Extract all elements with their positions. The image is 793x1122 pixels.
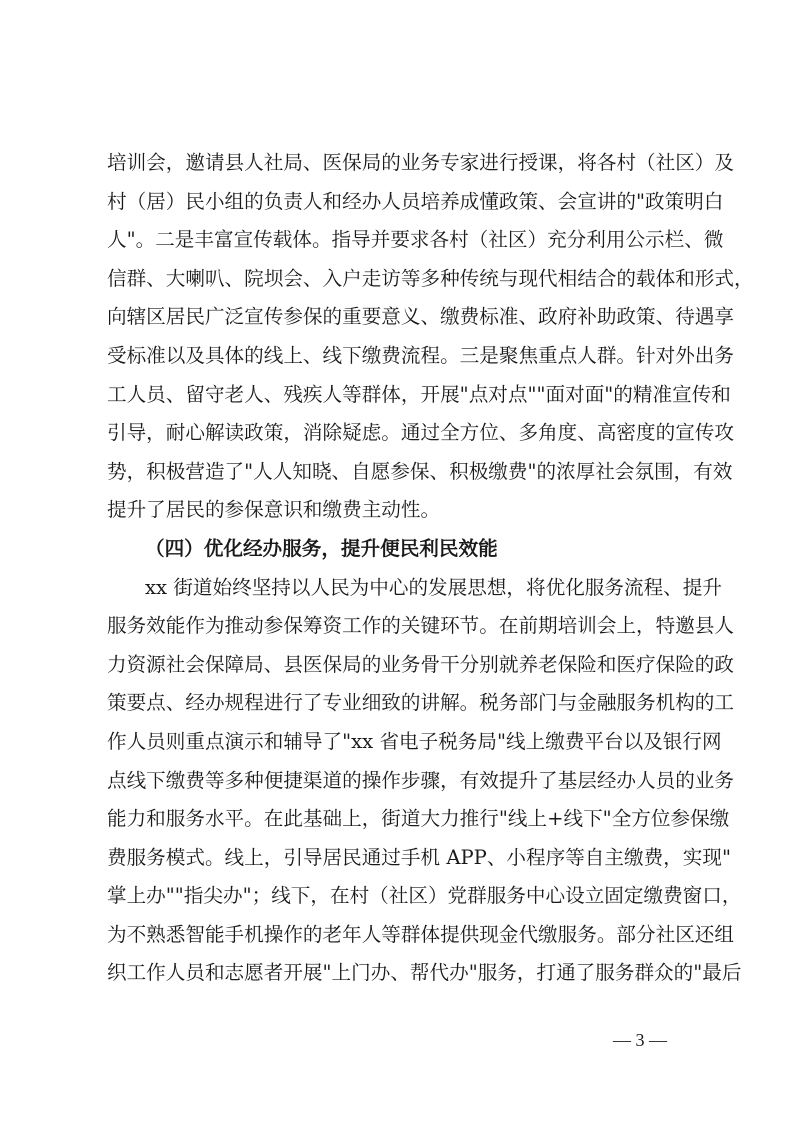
- text-line: 掌上办""指尖办"；线下，在村（社区）党群服务中心设立固定缴费窗口，: [107, 884, 742, 908]
- text-line: 村（居）民小组的负责人和经办人员培养成懂政策、会宣讲的"政策明白: [107, 189, 724, 213]
- text-line: 服务效能作为推动参保筹资工作的关键环节。在前期培训会上，特邀县人: [107, 614, 734, 638]
- text-line: 受标准以及具体的线上、线下缴费流程。三是聚焦重点人群。针对外出务: [107, 343, 734, 367]
- text-line: 费服务模式。线上，引导居民通过手机 APP、小程序等自主缴费，实现": [107, 845, 731, 869]
- paragraph-publicity: [107, 144, 754, 530]
- text-line: 人"。二是丰富宣传载体。指导并要求各村（社区）充分利用公示栏、微: [107, 228, 724, 252]
- text-line: 提升了居民的参保意识和缴费主动性。: [107, 498, 441, 522]
- text-line: 向辖区居民广泛宣传参保的重要意义、缴费标准、政府补助政策、待遇享: [107, 305, 734, 329]
- text-line: 能力和服务水平。在此基础上，街道大力推行"线上+线下"全方位参保缴: [107, 807, 730, 831]
- text-line: 势，积极营造了"人人知晓、自愿参保、积极缴费"的浓厚社会氛围，有效: [107, 459, 733, 483]
- text-line: 点线下缴费等多种便捷渠道的操作步骤，有效提升了基层经办人员的业务: [107, 768, 734, 792]
- paragraph-service: [107, 569, 742, 994]
- text-line: 策要点、经办规程进行了专业细致的讲解。税务部门与金融服务机构的工: [107, 691, 734, 715]
- text-line: 力资源社会保障局、县医保局的业务骨干分别就养老保险和医疗保险的政: [107, 652, 734, 676]
- text-line: 培训会，邀请县人社局、医保局的业务专家进行授课，将各村（社区）及: [107, 151, 734, 174]
- text-line: 信群、大喇叭、院坝会、入户走访等多种传统与现代相结合的载体和形式，: [107, 266, 754, 290]
- body-text: [107, 144, 754, 993]
- text-line: 为不熟悉智能手机操作的老年人等群体提供现金代缴服务。部分社区还组: [107, 922, 734, 946]
- text-line: xx 街道始终坚持以人民为中心的发展思想，将优化服务流程、提升: [145, 575, 722, 599]
- text-line: 作人员则重点演示和辅导了"xx 省电子税务局"线上缴费平台以及银行网: [107, 729, 722, 753]
- text-line: 织工作人员和志愿者开展"上门办、帮代办"服务，打通了服务群众的"最后: [107, 961, 742, 985]
- section-heading: （四）优化经办服务，提升便民利民效能: [145, 536, 498, 560]
- page-number: — 3 —: [613, 1030, 667, 1050]
- text-line: 工人员、留守老人、残疾人等群体，开展"点对点""面对面"的精准宣传和: [107, 382, 731, 406]
- text-line: 引导，耐心解读政策，消除疑虑。通过全方位、多角度、高密度的宣传攻: [107, 421, 734, 445]
